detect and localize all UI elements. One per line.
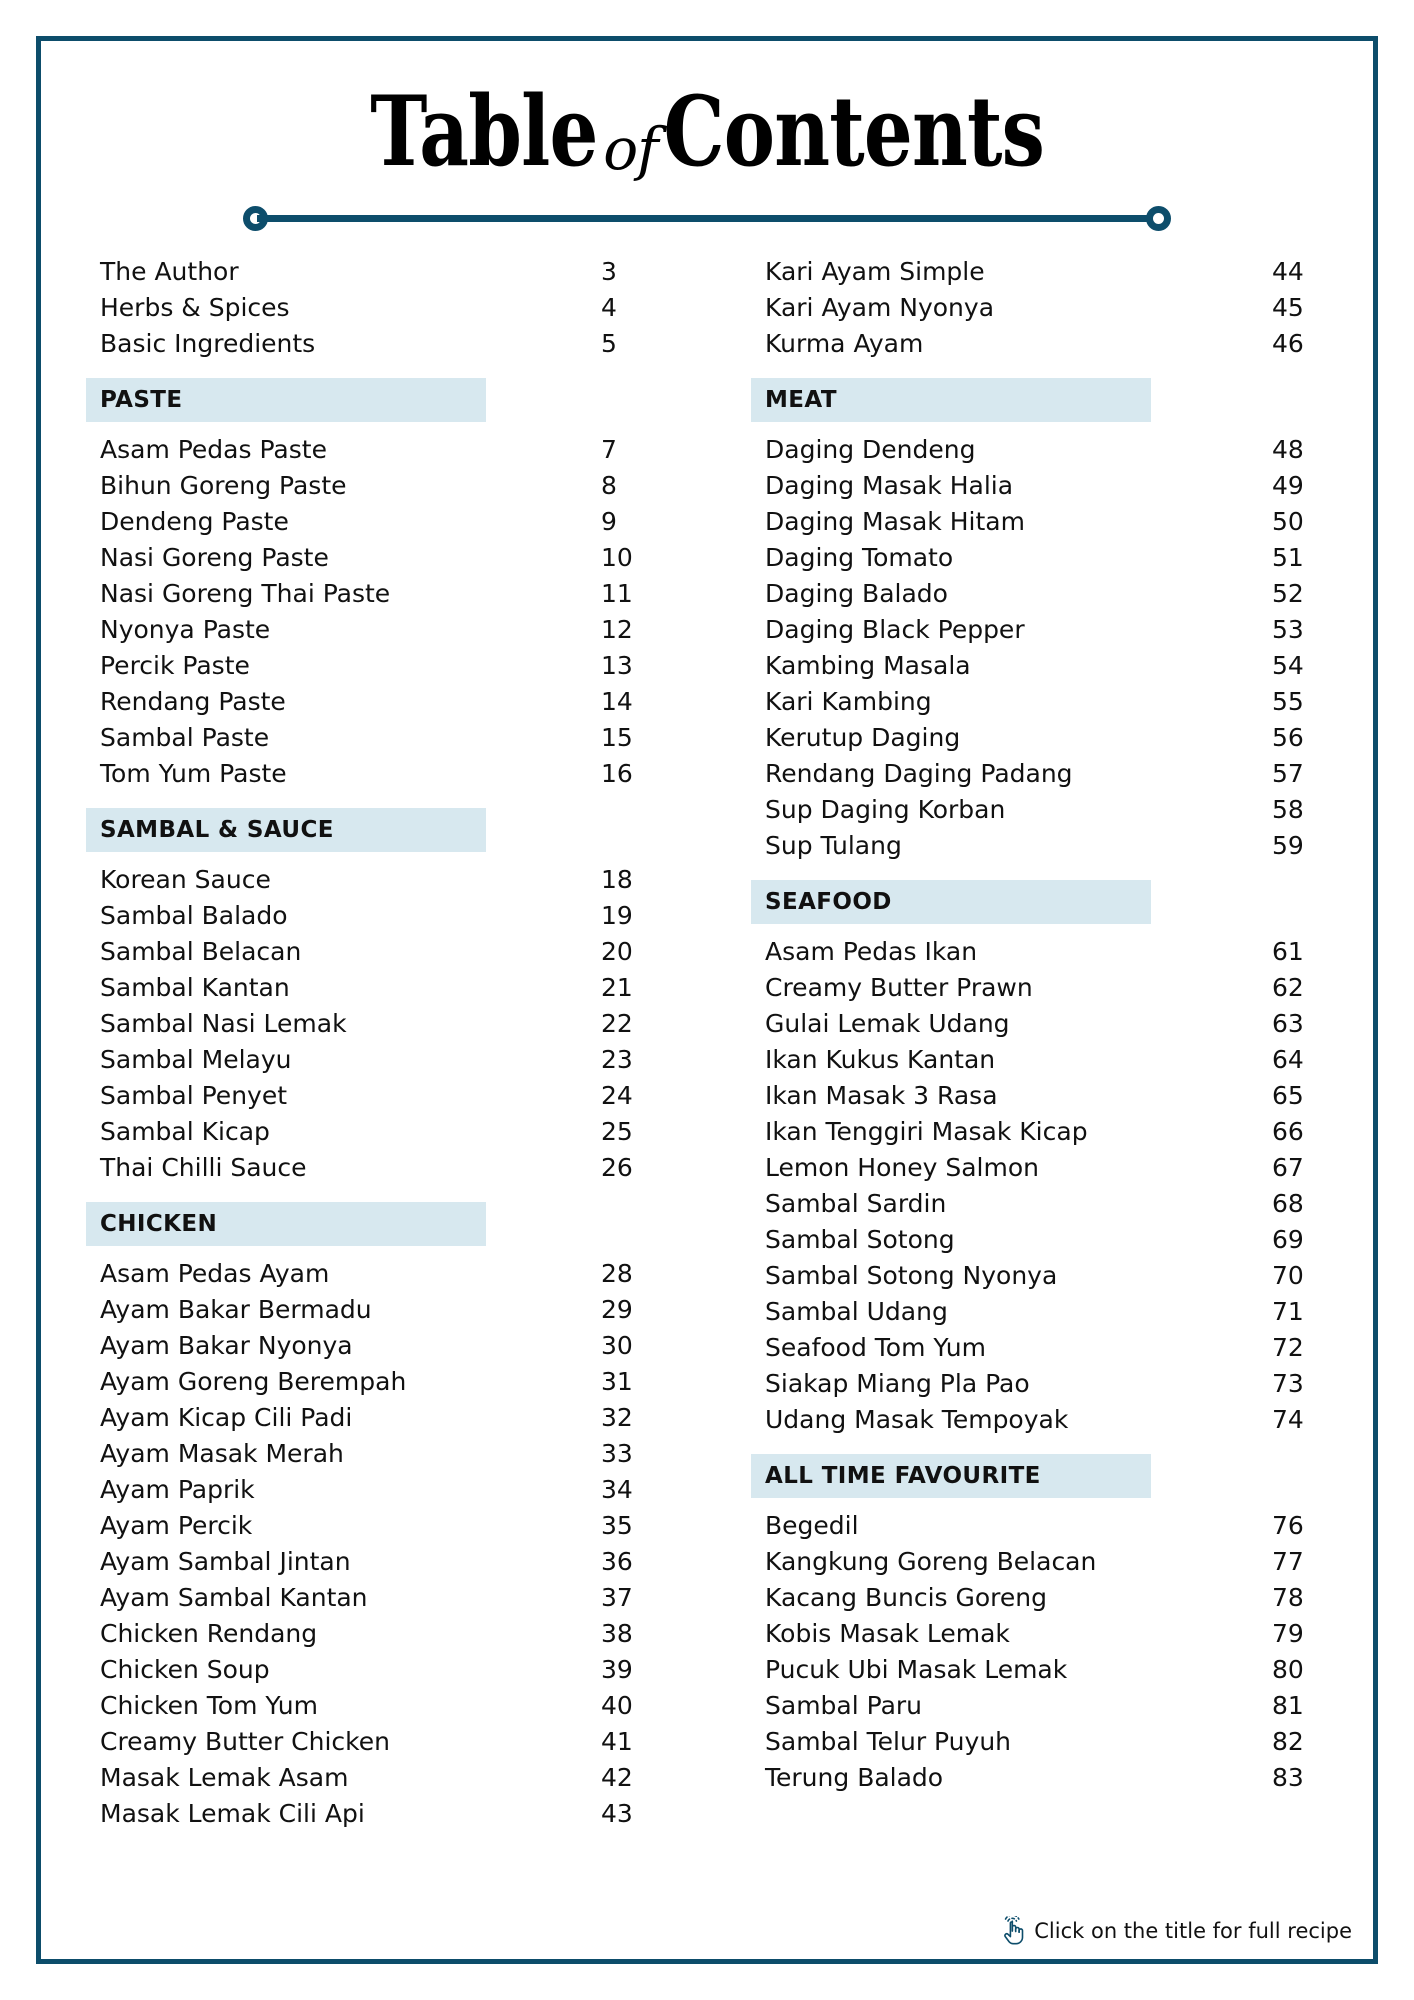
toc-entry-page-number: 45 (1272, 293, 1304, 322)
toc-entry[interactable] (751, 1508, 1334, 1544)
toc-entry[interactable] (86, 934, 663, 970)
toc-entry-page-number: 58 (1272, 795, 1304, 824)
toc-entry-page-number: 3 (601, 257, 617, 286)
toc-entry[interactable] (751, 254, 1334, 290)
toc-entry-page-number: 25 (601, 1117, 633, 1146)
toc-entry-title[interactable]: Sambal Melayu (100, 1045, 292, 1074)
toc-entry-page-number: 74 (1272, 1405, 1304, 1434)
toc-entry[interactable] (751, 290, 1334, 326)
toc-entry-title[interactable]: Chicken Tom Yum (100, 1691, 318, 1720)
toc-entry[interactable] (751, 828, 1334, 864)
toc-entry[interactable] (86, 1256, 663, 1292)
toc-entry-title[interactable]: Siakap Miang Pla Pao (765, 1369, 1030, 1398)
toc-entry-title[interactable]: Chicken Rendang (100, 1619, 318, 1648)
toc-column-left (36, 252, 707, 1832)
toc-entry[interactable] (751, 576, 1334, 612)
toc-entry-title[interactable]: Masak Lemak Cili Api (100, 1799, 365, 1828)
toc-entry-page-number: 67 (1272, 1153, 1304, 1182)
toc-entry[interactable] (86, 684, 663, 720)
toc-entry[interactable] (86, 504, 663, 540)
toc-entry[interactable] (751, 1042, 1334, 1078)
toc-entry[interactable] (86, 1508, 663, 1544)
toc-entry-title[interactable]: Kari Kambing (765, 687, 932, 716)
toc-entry-page-number: 14 (601, 687, 633, 716)
toc-entry[interactable] (86, 290, 663, 326)
toc-entry[interactable] (751, 1402, 1334, 1438)
toc-group (751, 934, 1334, 1438)
toc-entry-title[interactable]: The Author (100, 257, 239, 286)
toc-entry[interactable] (751, 1652, 1334, 1688)
toc-entry-page-number: 15 (601, 723, 633, 752)
toc-entry[interactable] (751, 540, 1334, 576)
toc-entry-page-number: 80 (1272, 1655, 1304, 1684)
toc-entry-page-number: 36 (601, 1547, 633, 1576)
toc-entry-title[interactable]: Chicken Soup (100, 1655, 270, 1684)
toc-entry[interactable] (86, 540, 663, 576)
toc-entry-title[interactable]: Ayam Sambal Kantan (100, 1583, 368, 1612)
toc-entry-page-number: 66 (1272, 1117, 1304, 1146)
toc-entry-title[interactable]: Ayam Percik (100, 1511, 253, 1540)
toc-entry-page-number: 37 (601, 1583, 633, 1612)
toc-entry-page-number: 28 (601, 1259, 633, 1288)
page-title (370, 75, 1044, 188)
toc-section-heading: MEAT (751, 378, 1151, 422)
title-word-contents: Contents (663, 75, 1044, 188)
toc-entry[interactable] (86, 1616, 663, 1652)
toc-entry-title[interactable]: Pucuk Ubi Masak Lemak (765, 1655, 1068, 1684)
toc-entry-page-number: 53 (1272, 615, 1304, 644)
toc-entry-title[interactable]: Ayam Bakar Bermadu (100, 1295, 372, 1324)
footer-note (1000, 1916, 1352, 1946)
toc-entry-title[interactable]: Ayam Sambal Jintan (100, 1547, 351, 1576)
page-content (36, 36, 1378, 1964)
toc-entry[interactable] (751, 1616, 1334, 1652)
toc-entry-title[interactable]: Daging Dendeng (765, 435, 976, 464)
toc-entry[interactable] (751, 1760, 1334, 1796)
toc-entry-page-number: 76 (1272, 1511, 1304, 1540)
toc-entry-title[interactable]: Nasi Goreng Paste (100, 543, 329, 572)
toc-entry-title[interactable]: Daging Black Pepper (765, 615, 1025, 644)
toc-entry-title[interactable]: Sambal Kicap (100, 1117, 270, 1146)
toc-entry-title[interactable]: Asam Pedas Ayam (100, 1259, 330, 1288)
toc-entry-page-number: 22 (601, 1009, 633, 1038)
tap-hand-icon (1000, 1916, 1026, 1946)
toc-entry-page-number: 72 (1272, 1333, 1304, 1362)
toc-entry[interactable] (86, 648, 663, 684)
toc-entry[interactable] (86, 1006, 663, 1042)
toc-entry-title[interactable]: Percik Paste (100, 651, 250, 680)
toc-entry-title[interactable]: Sambal Paru (765, 1691, 923, 1720)
toc-entry-title[interactable]: Ikan Masak 3 Rasa (765, 1081, 998, 1110)
toc-entry-title[interactable]: Daging Masak Hitam (765, 507, 1025, 536)
toc-entry-title[interactable]: Asam Pedas Paste (100, 435, 327, 464)
toc-entry-title[interactable]: Kacang Buncis Goreng (765, 1583, 1047, 1612)
toc-entry-title[interactable]: Ayam Bakar Nyonya (100, 1331, 353, 1360)
toc-entry[interactable] (751, 792, 1334, 828)
toc-entry[interactable] (751, 1580, 1334, 1616)
toc-entry[interactable] (751, 1114, 1334, 1150)
title-word-of: of (603, 115, 658, 183)
toc-entry[interactable] (86, 326, 663, 362)
toc-group (86, 1256, 663, 1832)
toc-entry-title[interactable]: Sambal Penyet (100, 1081, 288, 1110)
toc-entry[interactable] (751, 1186, 1334, 1222)
toc-entry[interactable] (86, 1580, 663, 1616)
toc-entry-title[interactable]: Kerutup Daging (765, 723, 961, 752)
toc-entry-page-number: 11 (601, 579, 633, 608)
toc-columns (36, 230, 1378, 1832)
toc-entry-title[interactable]: Rendang Paste (100, 687, 286, 716)
toc-entry[interactable] (86, 756, 663, 792)
toc-entry[interactable] (86, 1078, 663, 1114)
toc-entry[interactable] (751, 684, 1334, 720)
toc-entry-page-number: 78 (1272, 1583, 1304, 1612)
toc-entry-page-number: 81 (1272, 1691, 1304, 1720)
toc-entry-page-number: 8 (601, 471, 617, 500)
toc-entry-title[interactable]: Seafood Tom Yum (765, 1333, 986, 1362)
toc-entry-page-number: 46 (1272, 329, 1304, 358)
toc-group-intro (751, 254, 1334, 362)
toc-entry-page-number: 21 (601, 973, 633, 1002)
toc-entry-page-number: 4 (601, 293, 617, 322)
toc-entry-page-number: 9 (601, 507, 617, 536)
toc-entry-page-number: 26 (601, 1153, 633, 1182)
toc-entry-title[interactable]: Gulai Lemak Udang (765, 1009, 1010, 1038)
toc-entry-page-number: 82 (1272, 1727, 1304, 1756)
toc-entry-title[interactable]: Begedil (765, 1511, 859, 1540)
toc-entry[interactable] (751, 1688, 1334, 1724)
toc-entry-page-number: 20 (601, 937, 633, 966)
toc-entry[interactable] (751, 1006, 1334, 1042)
toc-entry[interactable] (751, 1294, 1334, 1330)
toc-entry[interactable] (86, 1544, 663, 1580)
toc-entry-page-number: 44 (1272, 257, 1304, 286)
toc-entry[interactable] (86, 432, 663, 468)
toc-entry-title[interactable]: Sup Tulang (765, 831, 902, 860)
toc-entry[interactable] (86, 1760, 663, 1796)
toc-group (751, 432, 1334, 864)
toc-entry[interactable] (86, 1796, 663, 1832)
toc-entry-page-number: 69 (1272, 1225, 1304, 1254)
toc-entry-title[interactable]: Herbs & Spices (100, 293, 290, 322)
toc-entry[interactable] (86, 720, 663, 756)
toc-entry[interactable] (751, 1258, 1334, 1294)
toc-entry[interactable] (86, 1114, 663, 1150)
toc-entry[interactable] (86, 1688, 663, 1724)
toc-entry-page-number: 23 (601, 1045, 633, 1074)
toc-entry[interactable] (751, 1724, 1334, 1760)
toc-entry-page-number: 56 (1272, 723, 1304, 752)
toc-group (86, 432, 663, 792)
toc-entry-title[interactable]: Lemon Honey Salmon (765, 1153, 1039, 1182)
toc-entry-page-number: 38 (601, 1619, 633, 1648)
toc-entry[interactable] (86, 862, 663, 898)
toc-entry[interactable] (86, 612, 663, 648)
toc-entry-title[interactable]: Sup Daging Korban (765, 795, 1006, 824)
divider-bar (257, 215, 1157, 222)
toc-entry-page-number: 70 (1272, 1261, 1304, 1290)
toc-entry[interactable] (751, 1150, 1334, 1186)
toc-entry[interactable] (751, 468, 1334, 504)
toc-entry-title[interactable]: Basic Ingredients (100, 329, 316, 358)
toc-entry[interactable] (751, 1330, 1334, 1366)
toc-entry-page-number: 43 (601, 1799, 633, 1828)
divider-ring-right-icon (1146, 206, 1171, 231)
toc-entry-page-number: 31 (601, 1367, 633, 1396)
toc-entry-page-number: 73 (1272, 1369, 1304, 1398)
toc-entry[interactable] (86, 468, 663, 504)
toc-entry-page-number: 5 (601, 329, 617, 358)
toc-entry[interactable] (86, 254, 663, 290)
toc-entry-title[interactable]: Sambal Belacan (100, 937, 302, 966)
toc-entry-title[interactable]: Sambal Paste (100, 723, 270, 752)
toc-entry-title[interactable]: Sambal Sotong Nyonya (765, 1261, 1058, 1290)
toc-entry[interactable] (86, 1472, 663, 1508)
toc-entry-title[interactable]: Kari Ayam Nyonya (765, 293, 995, 322)
toc-entry-title[interactable]: Creamy Butter Prawn (765, 973, 1033, 1002)
toc-entry[interactable] (86, 576, 663, 612)
toc-entry-page-number: 48 (1272, 435, 1304, 464)
toc-entry[interactable] (86, 1652, 663, 1688)
toc-entry-title[interactable]: Tom Yum Paste (100, 759, 287, 788)
toc-entry-title[interactable]: Daging Balado (765, 579, 948, 608)
footer-note-text: Click on the title for full recipe (1034, 1919, 1352, 1943)
toc-entry-title[interactable]: Ayam Masak Merah (100, 1439, 344, 1468)
toc-entry-page-number: 32 (601, 1403, 633, 1432)
toc-group (86, 862, 663, 1186)
toc-entry-page-number: 24 (601, 1081, 633, 1110)
toc-entry-page-number: 7 (601, 435, 617, 464)
toc-group-intro (86, 254, 663, 362)
toc-entry-title[interactable]: Sambal Udang (765, 1297, 948, 1326)
toc-entry-page-number: 34 (601, 1475, 633, 1504)
toc-entry-page-number: 40 (601, 1691, 633, 1720)
toc-entry-page-number: 39 (601, 1655, 633, 1684)
toc-entry-page-number: 10 (601, 543, 633, 572)
toc-entry-page-number: 29 (601, 1295, 633, 1324)
toc-entry-page-number: 62 (1272, 973, 1304, 1002)
toc-entry[interactable] (751, 326, 1334, 362)
toc-entry[interactable] (751, 720, 1334, 756)
toc-entry-page-number: 18 (601, 865, 633, 894)
toc-section-heading: SEAFOOD (751, 880, 1151, 924)
toc-entry-page-number: 64 (1272, 1045, 1304, 1074)
toc-entry-title[interactable]: Kobis Masak Lemak (765, 1619, 1010, 1648)
toc-entry-title[interactable]: Udang Masak Tempoyak (765, 1405, 1069, 1434)
toc-entry-page-number: 16 (601, 759, 633, 788)
toc-entry[interactable] (751, 1366, 1334, 1402)
toc-section-heading: ALL TIME FAVOURITE (751, 1454, 1151, 1498)
toc-entry-page-number: 71 (1272, 1297, 1304, 1326)
toc-entry[interactable] (751, 612, 1334, 648)
toc-section-heading: SAMBAL & SAUCE (86, 808, 486, 852)
toc-entry-title[interactable]: Daging Masak Halia (765, 471, 1014, 500)
toc-entry-title[interactable]: Creamy Butter Chicken (100, 1727, 390, 1756)
toc-entry-title[interactable]: Sambal Telur Puyuh (765, 1727, 1012, 1756)
toc-entry[interactable] (86, 1436, 663, 1472)
toc-entry-title[interactable]: Kambing Masala (765, 651, 971, 680)
toc-entry-title[interactable]: Sambal Sotong (765, 1225, 955, 1254)
toc-entry[interactable] (86, 1042, 663, 1078)
toc-entry-title[interactable]: Ikan Kukus Kantan (765, 1045, 996, 1074)
toc-entry-page-number: 50 (1272, 507, 1304, 536)
toc-entry-page-number: 41 (601, 1727, 633, 1756)
toc-entry-title[interactable]: Sambal Balado (100, 901, 288, 930)
toc-entry[interactable] (86, 1400, 663, 1436)
toc-entry-title[interactable]: Thai Chilli Sauce (100, 1153, 307, 1182)
toc-column-right (707, 252, 1378, 1832)
toc-entry-title[interactable]: Nasi Goreng Thai Paste (100, 579, 391, 608)
toc-entry[interactable] (751, 970, 1334, 1006)
toc-entry-title[interactable]: Ikan Tenggiri Masak Kicap (765, 1117, 1088, 1146)
toc-entry[interactable] (751, 1544, 1334, 1580)
toc-entry-page-number: 52 (1272, 579, 1304, 608)
toc-entry-page-number: 63 (1272, 1009, 1304, 1038)
toc-entry-page-number: 61 (1272, 937, 1304, 966)
toc-entry-title[interactable]: Nyonya Paste (100, 615, 271, 644)
toc-entry-title[interactable]: Daging Tomato (765, 543, 954, 572)
toc-entry-title[interactable]: Sambal Kantan (100, 973, 290, 1002)
toc-entry[interactable] (86, 1364, 663, 1400)
toc-entry-page-number: 19 (601, 901, 633, 930)
toc-group (751, 1508, 1334, 1796)
title-divider (247, 206, 1167, 230)
toc-entry-title[interactable]: Bihun Goreng Paste (100, 471, 347, 500)
toc-entry[interactable] (751, 432, 1334, 468)
toc-entry-title[interactable]: Terung Balado (765, 1763, 944, 1792)
toc-entry[interactable] (86, 1328, 663, 1364)
toc-entry-page-number: 77 (1272, 1547, 1304, 1576)
toc-entry-page-number: 59 (1272, 831, 1304, 860)
toc-entry-title[interactable]: Kangkung Goreng Belacan (765, 1547, 1097, 1576)
toc-entry[interactable] (751, 1078, 1334, 1114)
toc-entry-page-number: 35 (601, 1511, 633, 1540)
toc-entry-page-number: 12 (601, 615, 633, 644)
toc-entry-page-number: 68 (1272, 1189, 1304, 1218)
toc-entry-title[interactable]: Ayam Goreng Berempah (100, 1367, 407, 1396)
toc-entry[interactable] (86, 1150, 663, 1186)
toc-entry[interactable] (751, 934, 1334, 970)
toc-entry-title[interactable]: Rendang Daging Padang (765, 759, 1073, 788)
toc-entry-page-number: 33 (601, 1439, 633, 1468)
toc-entry-title[interactable]: Asam Pedas Ikan (765, 937, 978, 966)
toc-entry[interactable] (86, 970, 663, 1006)
page-title-wrap (36, 36, 1378, 188)
toc-section-heading: PASTE (86, 378, 486, 422)
toc-entry-page-number: 57 (1272, 759, 1304, 788)
toc-entry[interactable] (751, 504, 1334, 540)
toc-entry-title[interactable]: Sambal Nasi Lemak (100, 1009, 347, 1038)
toc-entry-title[interactable]: Masak Lemak Asam (100, 1763, 349, 1792)
toc-entry-page-number: 51 (1272, 543, 1304, 572)
toc-entry-title[interactable]: Kari Ayam Simple (765, 257, 985, 286)
title-word-table: Table (370, 75, 598, 188)
toc-entry-page-number: 49 (1272, 471, 1304, 500)
toc-entry[interactable] (751, 1222, 1334, 1258)
toc-entry-page-number: 79 (1272, 1619, 1304, 1648)
toc-entry[interactable] (86, 1724, 663, 1760)
toc-entry-title[interactable]: Dendeng Paste (100, 507, 289, 536)
toc-entry-title[interactable]: Sambal Sardin (765, 1189, 947, 1218)
toc-entry-title[interactable]: Ayam Kicap Cili Padi (100, 1403, 353, 1432)
toc-entry-page-number: 65 (1272, 1081, 1304, 1110)
toc-entry-page-number: 30 (601, 1331, 633, 1360)
toc-section-heading: CHICKEN (86, 1202, 486, 1246)
toc-entry-page-number: 83 (1272, 1763, 1304, 1792)
toc-entry-page-number: 42 (601, 1763, 633, 1792)
toc-entry-title[interactable]: Kurma Ayam (765, 329, 924, 358)
toc-entry-title[interactable]: Ayam Paprik (100, 1475, 255, 1504)
toc-entry[interactable] (86, 898, 663, 934)
toc-entry-title[interactable]: Korean Sauce (100, 865, 271, 894)
toc-entry-page-number: 55 (1272, 687, 1304, 716)
toc-entry[interactable] (751, 648, 1334, 684)
toc-entry[interactable] (751, 756, 1334, 792)
toc-entry-page-number: 54 (1272, 651, 1304, 680)
toc-entry-page-number: 13 (601, 651, 633, 680)
toc-entry[interactable] (86, 1292, 663, 1328)
